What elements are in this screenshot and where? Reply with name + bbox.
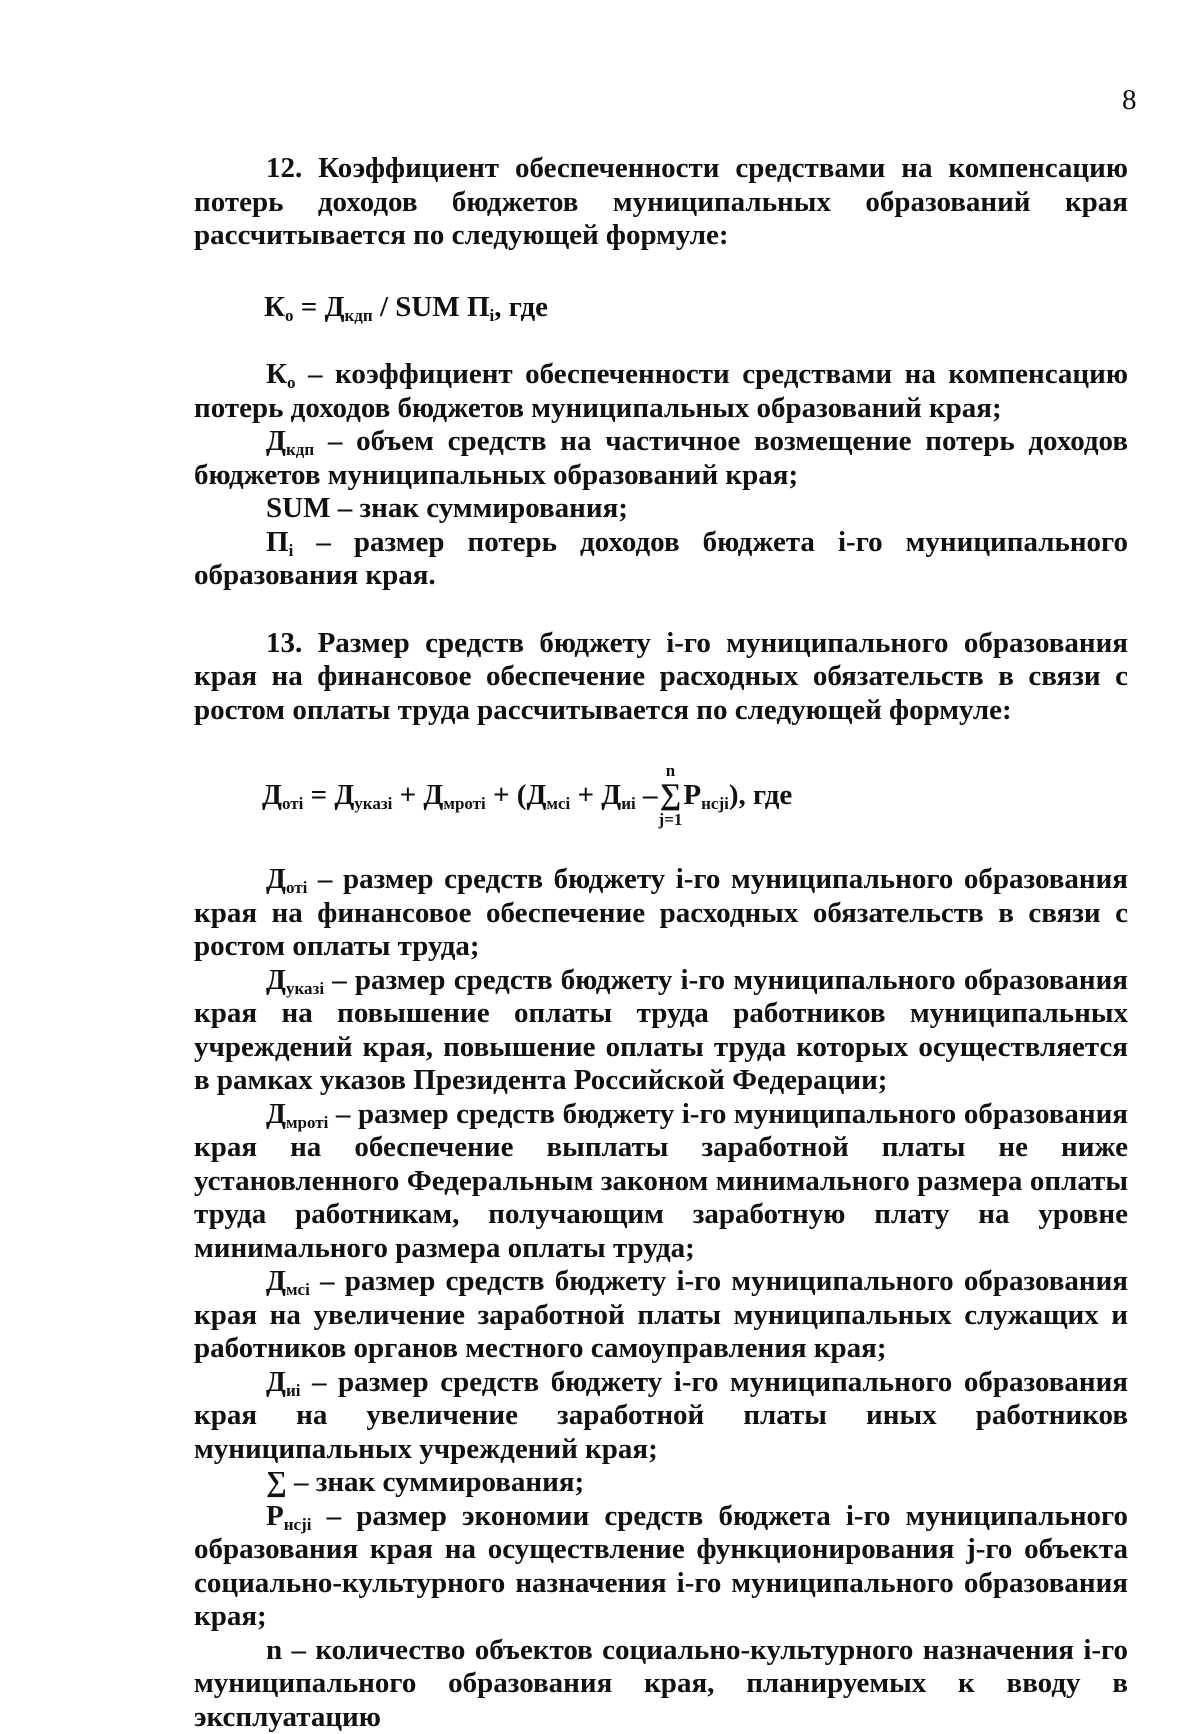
formula-eq: = [294, 291, 325, 323]
paragraph-12-intro: 12. Коэффициент обеспеченности средствами на компенсацию потерь доходов бюджетов муниципальных образований края рассчитывается по следующей формуле: [194, 152, 1128, 253]
definition-pnsji: $Р_{нсji}$ – размер экономии средств бюджета i-го муниципального образования края на осуществление функционирования j-го объекта социально-культурного назначения i-го муниципального образования края; [194, 1500, 1128, 1634]
formula-wage-growth: $Д_{отi} = Д_{указi} + Д_{мротi} + (Д_{мсi} + Д_{иi}$ – n ∑ j=1 $Р_{нсji}$), где [262, 761, 1128, 829]
summation-upper-limit: n [666, 761, 675, 780]
document-body [194, 152, 1128, 1734]
summation-symbol [659, 761, 683, 829]
summation-sign: ∑ [660, 780, 681, 810]
definition-dmsi: $Д_{мсi}$ – размер средств бюджету i-го муниципального образования края на увеличение заработной платы муниципальных служащих и работников органов местного самоуправления края; [194, 1265, 1128, 1366]
definition-n: n – количество объектов социально-культурного назначения i-го муниципального образования края, планируемых к вводу в эксплуатацию [194, 1634, 1128, 1734]
formula-d-sub: кдп [345, 306, 373, 325]
definition-doti: $Д_{отi}$ – размер средств бюджету i-го муниципального образования края на финансовое обеспечение расходных обязательств в связи с ростом оплаты труда; [194, 863, 1128, 964]
formula-sum-p: / SUM П [373, 291, 490, 323]
formula-coefficient [264, 291, 1128, 325]
definition-dukazi: $Д_{указi}$ – размер средств бюджету i-го муниципального образования края на повышение оплаты труда работников муниципальных учреждений края, повышение оплаты труда которых осуществляется в рамках указов Президента Российской Федерации; [194, 964, 1128, 1098]
definition-sigma: ∑ – знак суммирования; [194, 1466, 1128, 1500]
definition-k0: $К_о$ – коэффициент обеспеченности средствами на компенсацию потерь доходов бюджетов муниципальных образований края; [194, 358, 1128, 425]
formula-k: К [264, 291, 285, 323]
definition-pi: $П_i$ – размер потерь доходов бюджета i-го муниципального образования края. [194, 526, 1128, 593]
page-number: 8 [1122, 84, 1162, 117]
definition-dmroti: $Д_{мротi}$ – размер средств бюджету i-го муниципального образования края на обеспечение выплаты заработной платы не ниже установленного Федеральным законом минимального размера оплаты труда работникам, получающим заработную плату на уровне минимального размера оплаты труда; [194, 1098, 1128, 1266]
definition-dkdp: $Д_{кдп}$ – объем средств на частичное возмещение потерь доходов бюджетов муниципальных образований края; [194, 425, 1128, 492]
formula-p-sub: i [490, 306, 495, 325]
definition-dii: $Д_{иi}$ – размер средств бюджету i-го муниципального образования края на увеличение заработной платы иных работников муниципальных учреждений края; [194, 1366, 1128, 1467]
formula-d: Д [325, 291, 345, 323]
paragraph-13-intro: 13. Размер средств бюджету i-го муниципального образования края на финансовое обеспечение расходных обязательств в связи с ростом оплаты труда рассчитывается по следующей формуле: [194, 627, 1128, 728]
formula-where: , где [494, 291, 548, 323]
formula-k-sub: о [285, 306, 294, 325]
definition-sum: SUM – знак суммирования; [194, 492, 1128, 526]
summation-lower-limit: j=1 [659, 810, 683, 829]
